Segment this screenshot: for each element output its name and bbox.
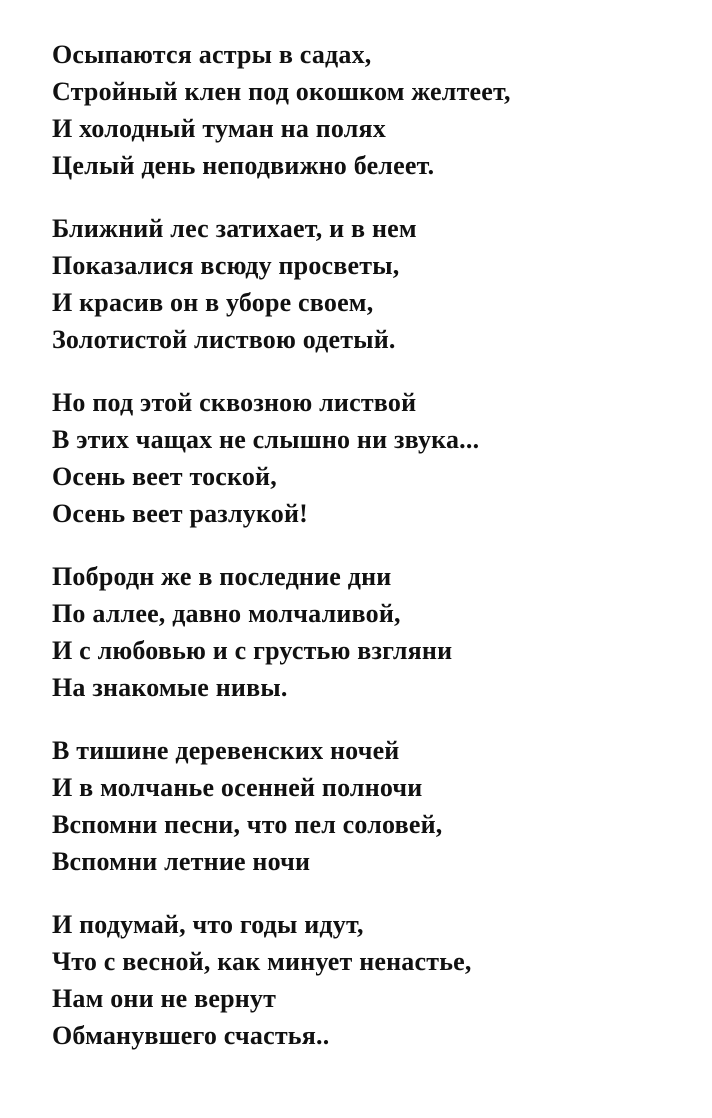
poem-stanza bbox=[52, 732, 712, 880]
poem-line: И в молчанье осенней полночи bbox=[52, 773, 423, 802]
poem-line: И с любовью и с грустью взгляни bbox=[52, 636, 453, 665]
poem-stanza bbox=[52, 36, 712, 184]
poem-line: Стройный клен под окошком желтеет, bbox=[52, 77, 511, 106]
poem-stanza bbox=[52, 906, 712, 1054]
poem-stanza bbox=[52, 384, 712, 532]
poem-line: По аллее, давно молчаливой, bbox=[52, 599, 401, 628]
poem-line: И подумай, что годы идут, bbox=[52, 910, 364, 939]
poem-line: Побродн же в последние дни bbox=[52, 562, 392, 591]
poem-line: На знакомые нивы. bbox=[52, 673, 288, 702]
poem-line: Осень веет тоской, bbox=[52, 462, 277, 491]
poem-line: И красив он в уборе своем, bbox=[52, 288, 374, 317]
poem-stanza bbox=[52, 558, 712, 706]
poem-line: Нам они не вернут bbox=[52, 984, 277, 1013]
poem-line: Вспомни летние ночи bbox=[52, 847, 311, 876]
poem-line: И холодный туман на полях bbox=[52, 114, 387, 143]
poem-line: Ближний лес затихает, и в нем bbox=[52, 214, 417, 243]
poem-line: Вспомни песни, что пел соловей, bbox=[52, 810, 443, 839]
poem-line: В тишине деревенских ночей bbox=[52, 736, 400, 765]
poem-line: Обманувшего счастья.. bbox=[52, 1021, 330, 1050]
poem-line: Осыпаются астры в садах, bbox=[52, 40, 372, 69]
poem-line: Но под этой сквозною листвой bbox=[52, 388, 417, 417]
poem-line: В этих чащах не слышно ни звука... bbox=[52, 425, 480, 454]
poem-line: Показалися всюду просветы, bbox=[52, 251, 400, 280]
poem-stanza bbox=[52, 210, 712, 358]
poem-line: Что с весной, как минует ненастье, bbox=[52, 947, 472, 976]
poem-line: Золотистой листвою одетый. bbox=[52, 325, 396, 354]
poem-line: Целый день неподвижно белеет. bbox=[52, 151, 435, 180]
poem-line: Осень веет разлукой! bbox=[52, 499, 309, 528]
